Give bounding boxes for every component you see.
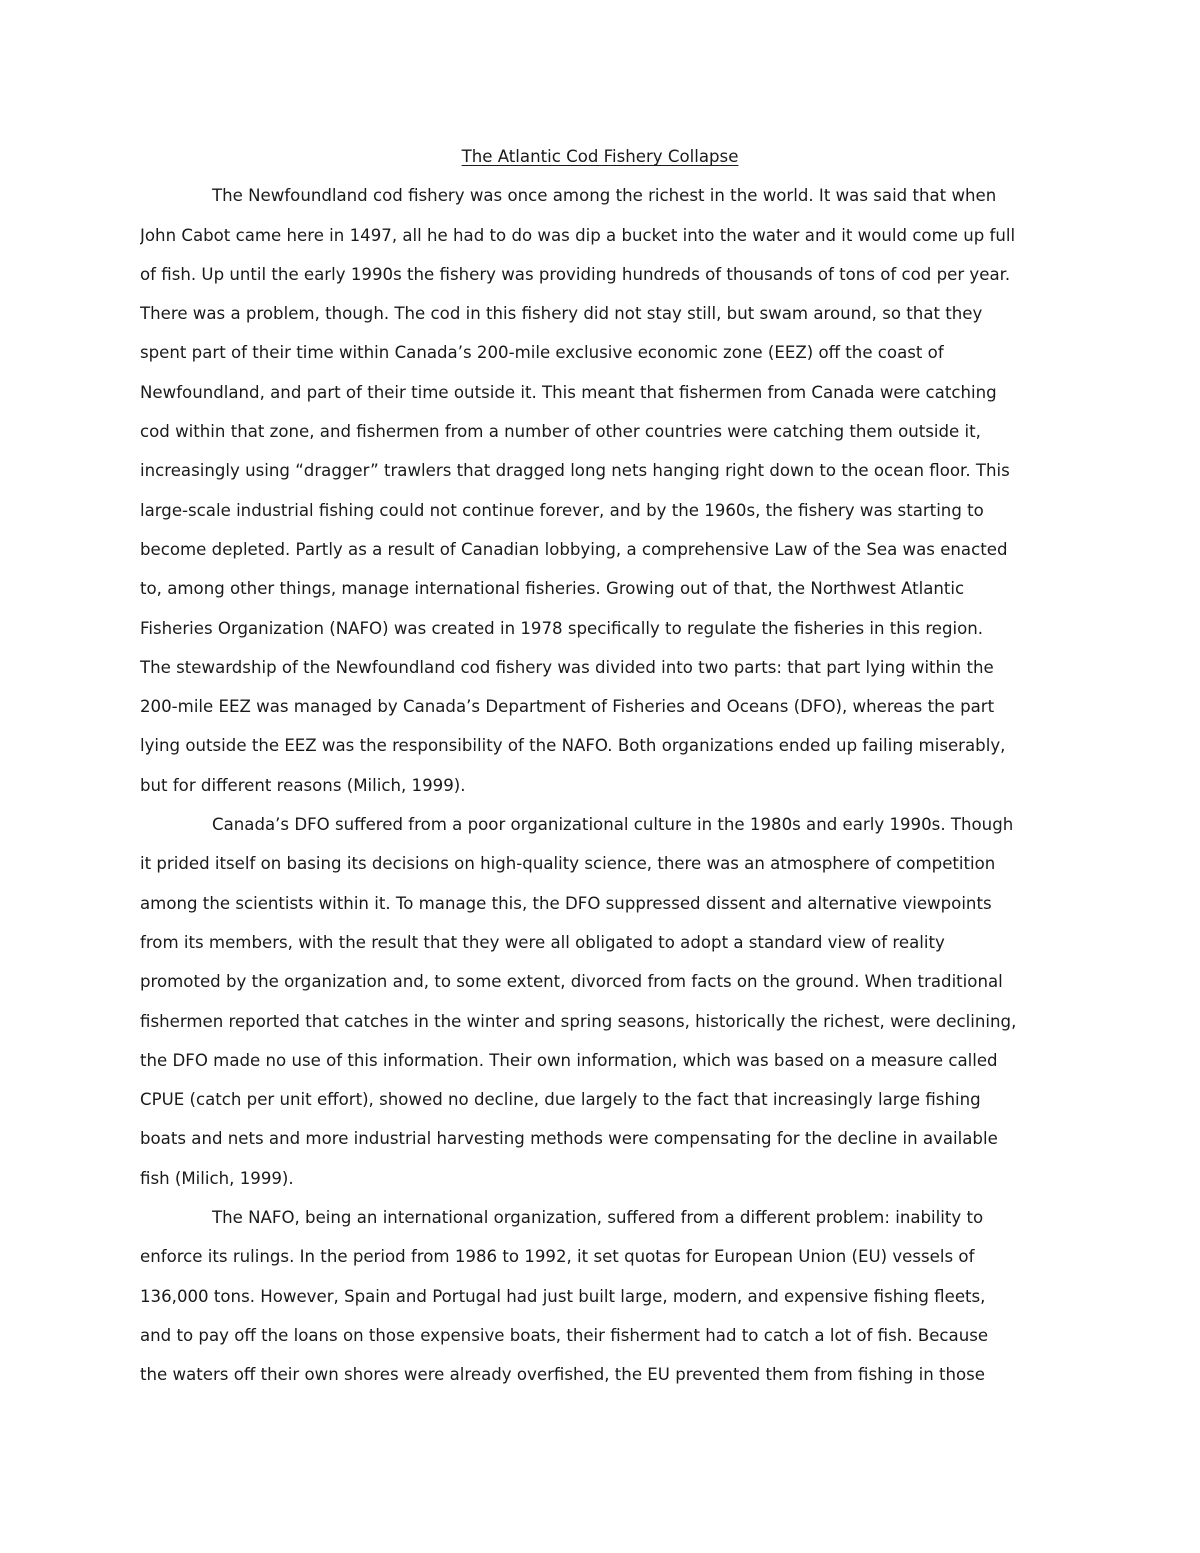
paragraph-line: and to pay off the loans on those expensive boats, their fisherment had to catch a lot of fish. Because: [140, 1325, 989, 1345]
paragraph-1: [140, 176, 1060, 805]
paragraph-3: [140, 1198, 1060, 1394]
paragraph-line: 136,000 tons. However, Spain and Portugal had just built large, modern, and expensive fishing fleets,: [140, 1286, 986, 1306]
paragraph-line: to, among other things, manage international fisheries. Growing out of that, the Northwest Atlantic: [140, 579, 965, 599]
paragraph-line: promoted by the organization and, to some extent, divorced from facts on the ground. When traditional: [140, 972, 1003, 992]
paragraph-line: large-scale industrial fishing could not continue forever, and by the 1960s, the fishery was starting to: [140, 500, 984, 520]
paragraph-line: CPUE (catch per unit effort), showed no decline, due largely to the fact that increasingly large fishing: [140, 1090, 981, 1110]
paragraph-line: but for different reasons (Milich, 1999).: [140, 775, 466, 795]
paragraph-line: spent part of their time within Canada’s 200-mile exclusive economic zone (EEZ) off the coast of: [140, 343, 944, 363]
paragraph-line: Canada’s DFO suffered from a poor organizational culture in the 1980s and early 1990s. Though: [212, 815, 1014, 835]
paragraph-2: [140, 805, 1060, 1198]
paragraph-line: fish (Milich, 1999).: [140, 1168, 294, 1188]
paragraph-line: fishermen reported that catches in the winter and spring seasons, historically the richest, were declining,: [140, 1011, 1017, 1031]
paragraph-line: Newfoundland, and part of their time outside it. This meant that fishermen from Canada were catching: [140, 382, 997, 402]
paragraph-line: The Newfoundland cod fishery was once among the richest in the world. It was said that when: [212, 186, 997, 206]
paragraph-line: among the scientists within it. To manage this, the DFO suppressed dissent and alternative viewpoints: [140, 893, 992, 913]
paragraph-line: of fish. Up until the early 1990s the fishery was providing hundreds of thousands of tons of cod per year.: [140, 264, 1011, 284]
paragraph-line: boats and nets and more industrial harvesting methods were compensating for the decline in available: [140, 1129, 998, 1149]
paragraph-line: increasingly using “dragger” trawlers that dragged long nets hanging right down to the ocean floor. This: [140, 461, 1010, 481]
paragraph-line: There was a problem, though. The cod in this fishery did not stay still, but swam around, so that they: [140, 304, 983, 324]
paragraph-line: lying outside the EEZ was the responsibility of the NAFO. Both organizations ended up failing miserably,: [140, 736, 1006, 756]
paragraph-line: John Cabot came here in 1497, all he had to do was dip a bucket into the water and it would come up full: [140, 225, 1016, 245]
paragraph-line: it prided itself on basing its decisions on high-quality science, there was an atmosphere of competition: [140, 854, 996, 874]
paragraph-line: 200-mile EEZ was managed by Canada’s Department of Fisheries and Oceans (DFO), whereas the part: [140, 697, 995, 717]
paragraph-line: Fisheries Organization (NAFO) was created in 1978 specifically to regulate the fisheries in this region.: [140, 618, 984, 638]
paragraph-line: enforce its rulings. In the period from 1986 to 1992, it set quotas for European Union (EU) vessels of: [140, 1247, 975, 1267]
paragraph-line: cod within that zone, and fishermen from a number of other countries were catching them outside it,: [140, 422, 981, 442]
document-title: The Atlantic Cod Fishery Collapse: [461, 147, 739, 166]
document-body: [140, 137, 1060, 1395]
paragraph-line: become depleted. Partly as a result of Canadian lobbying, a comprehensive Law of the Sea was enacted: [140, 539, 1008, 559]
paragraph-line: the waters off their own shores were already overfished, the EU prevented them from fishing in those: [140, 1365, 986, 1385]
paragraph-line: The stewardship of the Newfoundland cod fishery was divided into two parts: that part lying within the: [140, 657, 994, 677]
paragraph-line: from its members, with the result that they were all obligated to adopt a standard view of reality: [140, 932, 945, 952]
paragraph-line: The NAFO, being an international organization, suffered from a different problem: inability to: [212, 1208, 984, 1228]
paragraph-line: the DFO made no use of this information. Their own information, which was based on a measure called: [140, 1050, 998, 1070]
